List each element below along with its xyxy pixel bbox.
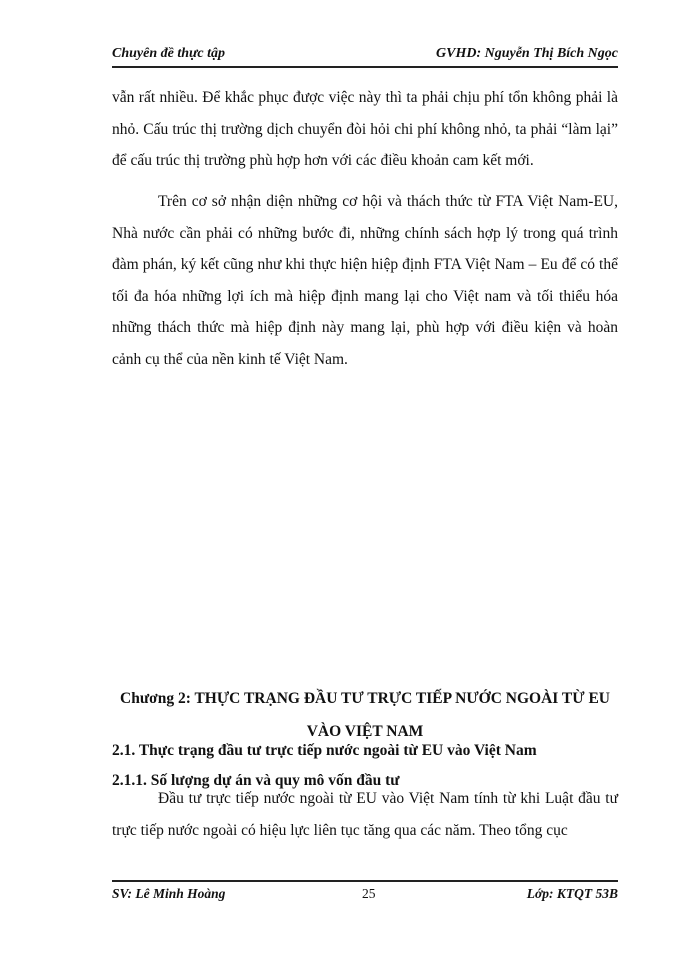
footer-class: Lớp: KTQT 53B xyxy=(526,886,618,901)
chapter-title: Chương 2: THỰC TRẠNG ĐẦU TƯ TRỰC TIẾP NƯỚC NGOÀI TỪ EU VÀO VIỆT NAM xyxy=(120,690,610,740)
paragraph-2: Trên cơ sở nhận diện những cơ hội và thách thức từ FTA Việt Nam-EU, Nhà nước cần phải có những bước đi, những chính sách hợp lý trong quá trình đàm phán, ký kết cũng như khi thực hiện hiệp định FTA Việt Nam – Eu để có thể tối đa hóa những lợi ích mà hiệp định mang lại cho Việt nam và tối thiểu hóa những thách thức mà hiệp định này mang lại, phù hợp với điều kiện và hoàn cảnh cụ thể của nền kinh tế Việt Nam. xyxy=(112,193,618,368)
page-footer xyxy=(112,880,618,904)
paragraph-3: Đầu tư trực tiếp nước ngoài từ EU vào Việt Nam tính từ khi Luật đầu tư trực tiếp nước ngoài có hiệu lực liên tục tăng qua các năm. Theo tổng cục xyxy=(112,790,618,839)
header-supervisor: GVHD: Nguyễn Thị Bích Ngọc xyxy=(436,46,618,61)
subsection-heading: 2.1.1. Số lượng dự án và quy mô vốn đầu tư xyxy=(112,772,400,789)
footer-student: SV: Lê Minh Hoàng xyxy=(112,886,226,901)
section-heading: 2.1. Thực trạng đầu tư trực tiếp nước ngoài từ EU vào Việt Nam xyxy=(112,742,537,759)
page-number: 25 xyxy=(362,886,376,901)
header-document-type: Chuyên đề thực tập xyxy=(112,46,226,61)
paragraph-1: vẫn rất nhiều. Để khắc phục được việc này thì ta phải chịu phí tổn không phải là nhỏ. Cấu trúc thị trường dịch chuyển đòi hỏi chi phí không nhỏ, ta phải “làm lại” để cấu trúc thị trường phù hợp hơn với các điều khoản cam kết mới. xyxy=(112,89,618,169)
page-header xyxy=(112,44,618,68)
